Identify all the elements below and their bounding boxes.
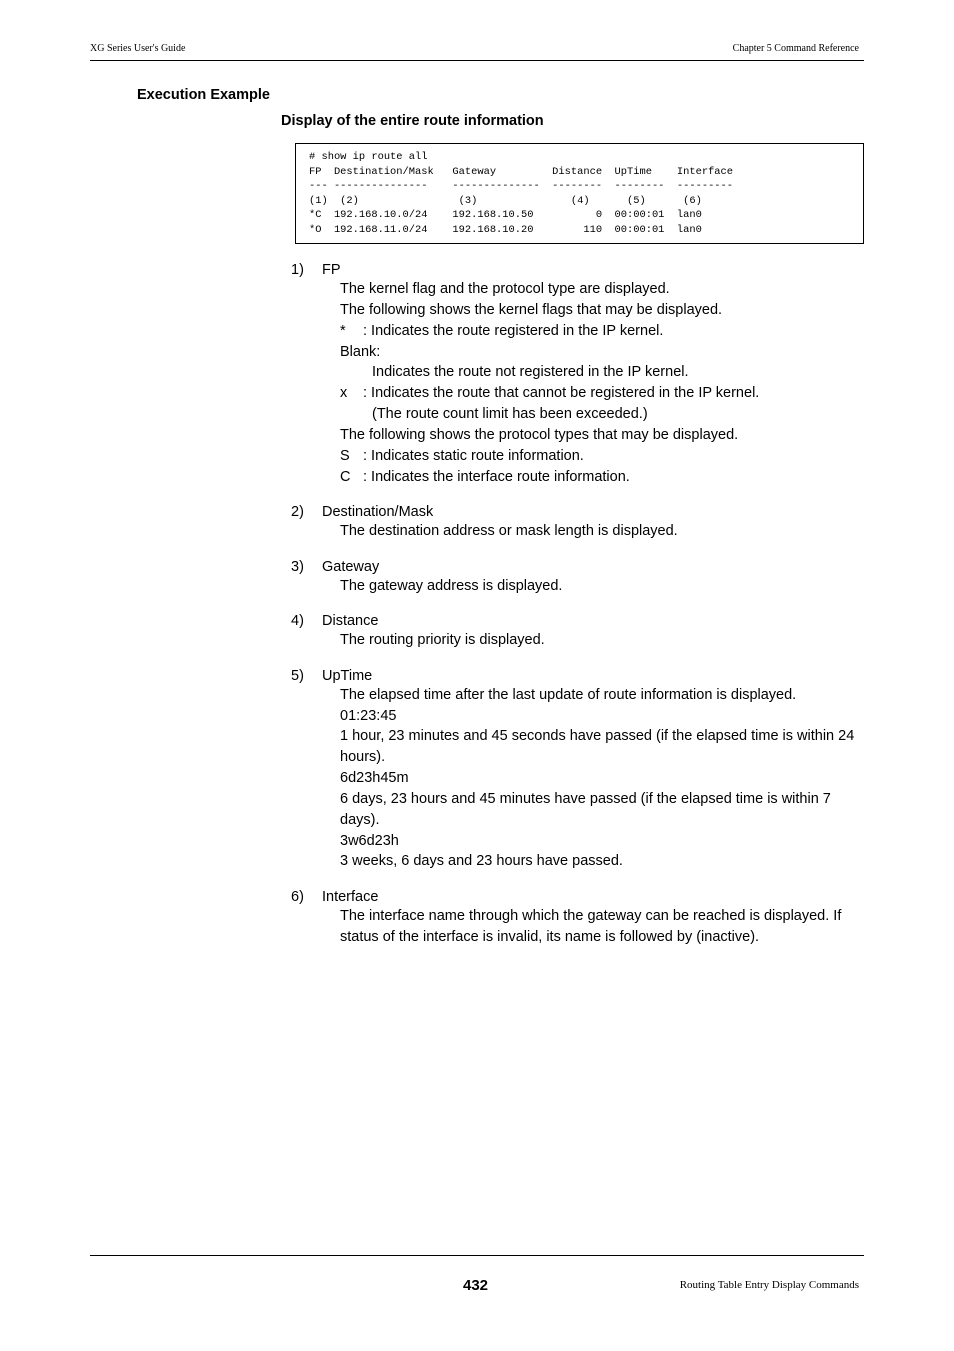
item-title: Interface <box>322 889 379 905</box>
protocol-description: : Indicates static route information. <box>363 448 584 464</box>
item-text: The routing priority is displayed. <box>340 632 545 648</box>
example-value: 01:23:45 <box>340 708 397 724</box>
example-text: 1 hour, 23 minutes and 45 seconds have passed (if the elapsed time is within 24 <box>340 728 855 744</box>
example-text: 3 weeks, 6 days and 23 hours have passed. <box>340 853 623 869</box>
item-text: The destination address or mask length is displayed. <box>340 523 678 539</box>
item-number: 2) <box>291 504 304 520</box>
footer-rule <box>90 1255 864 1256</box>
item-number: 1) <box>291 262 304 278</box>
code-line: --- --------------- -------------- -------- -------- --------- <box>309 180 734 192</box>
item-number: 3) <box>291 559 304 575</box>
example-value: 3w6d23h <box>340 833 399 849</box>
example-value: 6d23h45m <box>340 770 409 786</box>
example-text: days). <box>340 812 380 828</box>
item-number: 4) <box>291 613 304 629</box>
protocol-symbol: S <box>340 448 350 464</box>
example-text: 6 days, 23 hours and 45 minutes have passed (if the elapsed time is within 7 <box>340 791 831 807</box>
code-line: FP Destination/Mask Gateway Distance UpTime Interface <box>309 165 734 178</box>
item-text: The elapsed time after the last update of route information is displayed. <box>340 687 797 703</box>
item-text: The kernel flag and the protocol type are displayed. <box>340 281 670 297</box>
flag-description: : Indicates the route that cannot be registered in the IP kernel. <box>363 385 760 401</box>
code-line: (1) (2) (3) (4) (5) (6) <box>309 194 702 207</box>
footer-right: Routing Table Entry Display Commands <box>679 1279 859 1291</box>
flag-note: (The route count limit has been exceeded.) <box>372 406 648 422</box>
header-left: XG Series User's Guide <box>90 43 186 54</box>
item-text: The interface name through which the gateway can be reached is displayed. If <box>340 908 842 924</box>
header-rule <box>90 60 864 61</box>
item-title: UpTime <box>322 668 373 684</box>
item-number: 5) <box>291 668 304 684</box>
flag-symbol: * <box>340 323 346 339</box>
item-number: 6) <box>291 889 304 905</box>
item-title: FP <box>322 262 341 278</box>
code-block <box>309 150 733 237</box>
section-title: Execution Example <box>137 87 270 103</box>
code-line: # show ip route all <box>309 151 428 163</box>
code-box <box>295 143 864 244</box>
flag-symbol: x <box>340 385 348 401</box>
item-title: Distance <box>322 613 379 629</box>
item-title: Gateway <box>322 559 380 575</box>
flag-symbol: Blank: <box>340 344 381 360</box>
code-line: *O 192.168.11.0/24 192.168.10.20 110 00:00:01 lan0 <box>309 223 702 236</box>
protocol-description: : Indicates the interface route information. <box>363 469 630 485</box>
item-title: Destination/Mask <box>322 504 434 520</box>
page-number: 432 <box>463 1277 489 1294</box>
flag-description: : Indicates the route registered in the IP kernel. <box>363 323 664 339</box>
header-right: Chapter 5 Command Reference <box>732 43 859 54</box>
protocol-symbol: C <box>340 469 351 485</box>
subsection-title: Display of the entire route information <box>281 113 544 129</box>
item-text: status of the interface is invalid, its name is followed by (inactive). <box>340 929 760 945</box>
code-line: *C 192.168.10.0/24 192.168.10.50 0 00:00:01 lan0 <box>309 209 702 221</box>
flag-description: Indicates the route not registered in the IP kernel. <box>372 364 689 380</box>
item-text: The gateway address is displayed. <box>340 578 563 594</box>
item-text: The following shows the kernel flags that may be displayed. <box>340 302 723 318</box>
item-text: The following shows the protocol types that may be displayed. <box>340 427 739 443</box>
example-text: hours). <box>340 749 386 765</box>
